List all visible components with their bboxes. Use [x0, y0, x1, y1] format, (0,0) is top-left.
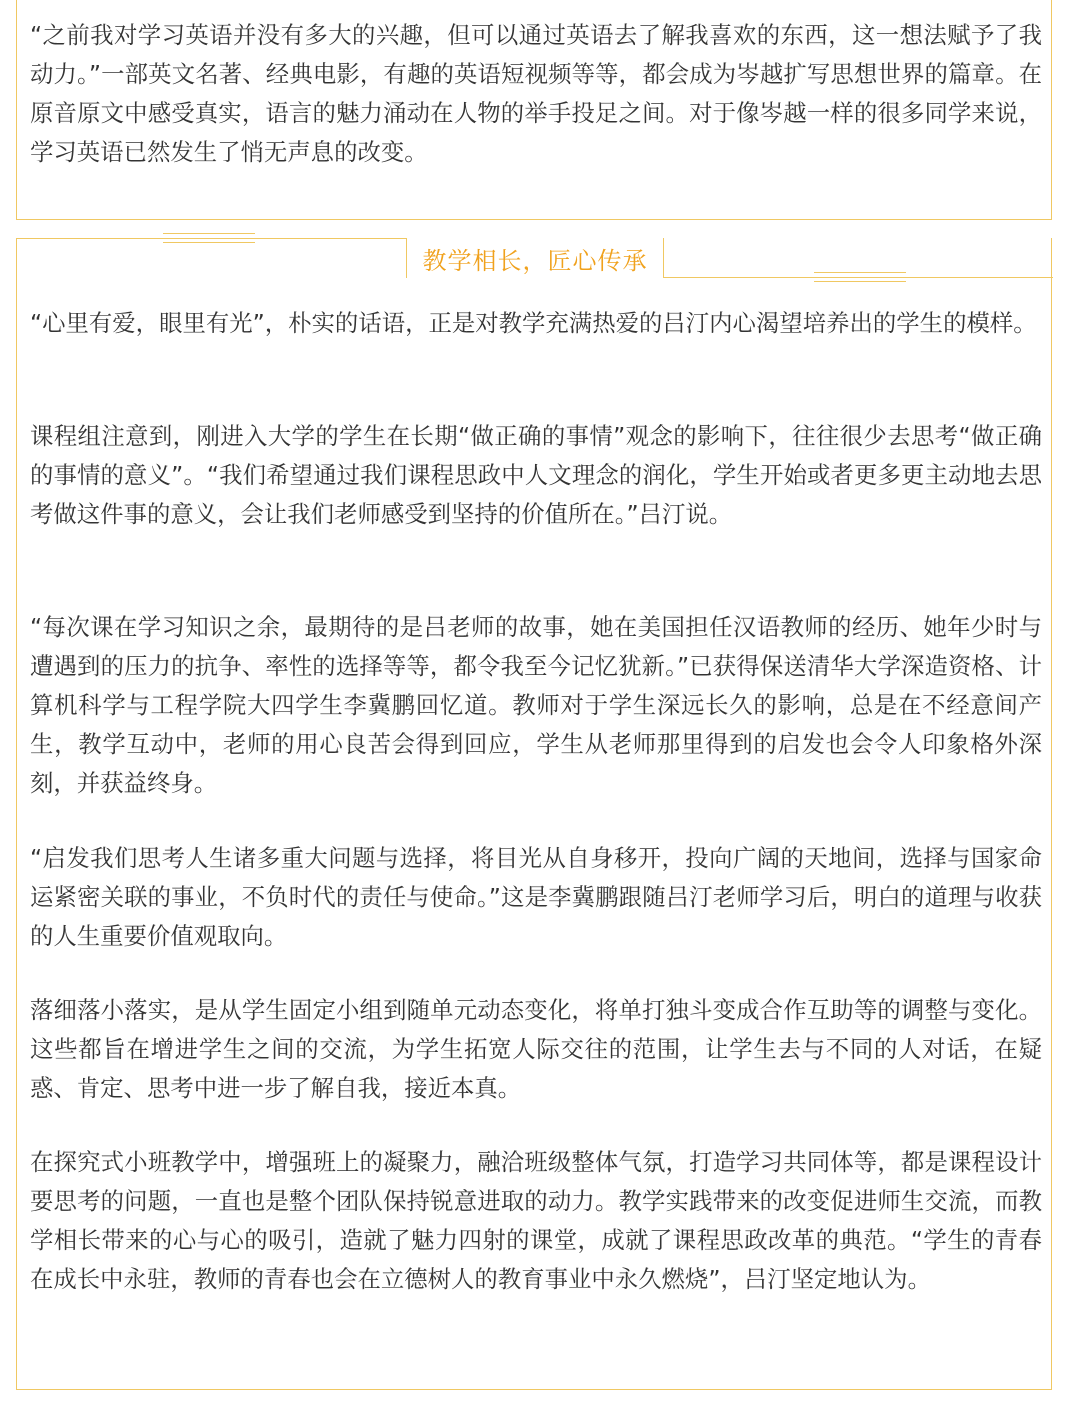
section-2-paragraph-6: 在探究式小班教学中，增强班上的凝聚力，融洽班级整体气氛，打造学习共同体等，都是课程设计要思考的问题，一直也是整个团队保持锐意进取的动力。教学实践带来的改变促进师生交流，而教学相长带来的心与心的吸引，造就了魅力四射的课堂，成就了课程思政改革的典范。“学生的青春在成长中永驻，教师的青春也会在立德树人的教育事业中永久燃烧”，吕汀坚定地认为。 [30, 1148, 1042, 1293]
section-title: 教学相长，匠心传承 [422, 246, 648, 275]
section-1-paragraph-1: “之前我对学习英语并没有多大的兴趣，但可以通过英语去了解我喜欢的东西，这一想法赋予了我动力。”一部英文名著、经典电影，有趣的英语短视频等等，都会成为岑越扩写思想世界的篇章。在原音原文中感受真实，语言的魅力涌动在人物的举手投足之间。对于像岑越一样的很多同学来说，学习英语已然发生了悄无声息的改变。 [30, 21, 1042, 166]
section-2-paragraph-1: “心里有爱，眼里有光”，朴实的话语，正是对教学充满热爱的吕汀内心渴望培养出的学生的模样。 [30, 309, 1037, 337]
section-title-box [406, 238, 664, 278]
decorative-double-line-right [814, 272, 906, 282]
section-2-paragraph-4: “启发我们思考人生诸多重大问题与选择，将目光从自身移开，投向广阔的天地间，选择与国家命运紧密关联的事业，不负时代的责任与使命。”这是李冀鹏跟随吕汀老师学习后，明白的道理与收获的人生重要价值观取向。 [30, 844, 1042, 950]
section-2-paragraph-3: “每次课在学习知识之余，最期待的是吕老师的故事，她在美国担任汉语教师的经历、她年少时与遭遇到的压力的抗争、率性的选择等等，都令我至今记忆犹新。”已获得保送清华大学深造资格、计算机科学与工程学院大四学生李冀鹏回忆道。教师对于学生深远长久的影响，总是在不经意间产生，教学互动中，老师的用心良苦会得到回应，学生从老师那里得到的启发也会令人印象格外深刻，并获益终身。 [30, 613, 1042, 797]
section-2-paragraph-5: 落细落小落实，是从学生固定小组到随单元动态变化，将单打独斗变成合作互助等的调整与变化。这些都旨在增进学生之间的交流，为学生拓宽人际交往的范围，让学生去与不同的人对话，在疑惑、肯定、思考中进一步了解自我，接近本真。 [30, 996, 1042, 1102]
section-2-paragraph-2: 课程组注意到，刚进入大学的学生在长期“做正确的事情”观念的影响下，往往很少去思考“做正确的事情的意义”。“我们希望通过我们课程思政中人文理念的润化，学生开始或者更多更主动地去思考做这件事的意义，会让我们老师感受到坚持的价值所在。”吕汀说。 [30, 422, 1042, 528]
decorative-double-line-left [163, 233, 255, 243]
